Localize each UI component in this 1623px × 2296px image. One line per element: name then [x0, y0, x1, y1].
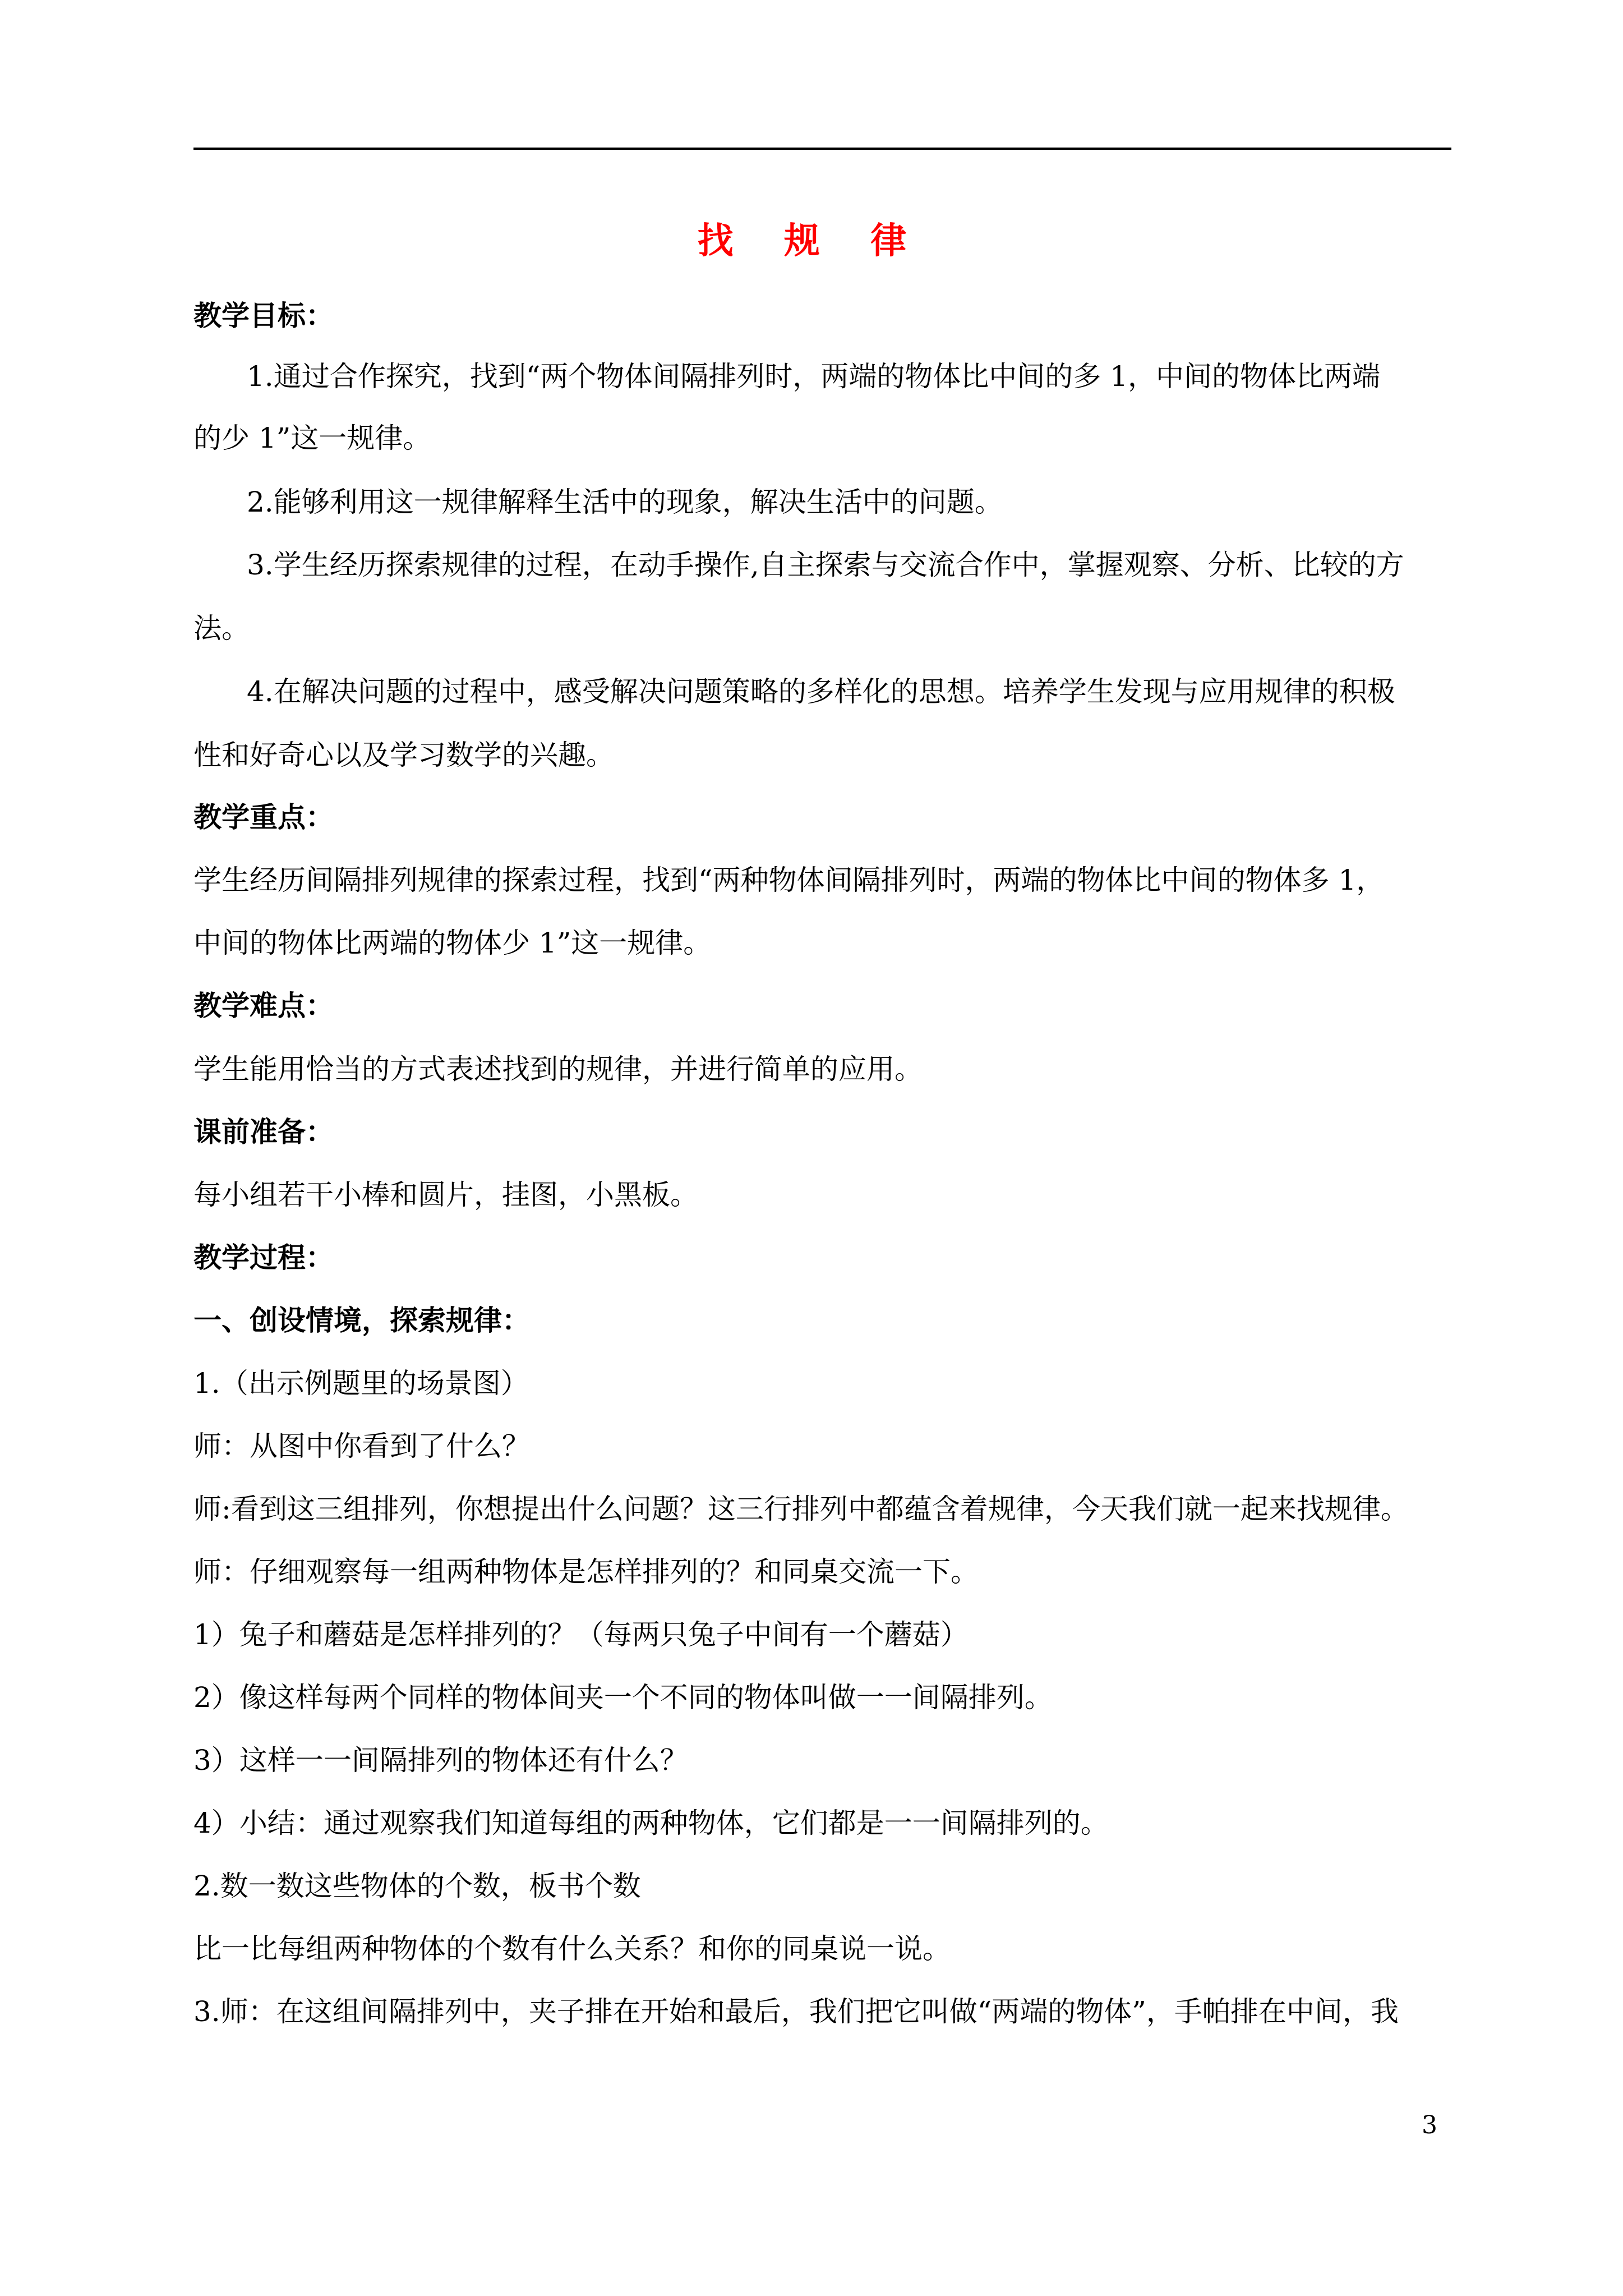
objective-4-line-1: 4.在解决问题的过程中，感受解决问题策略的多样化的思想。培养学生发现与应用规律的积极 — [247, 675, 1395, 708]
key-points-heading: 教学重点： — [193, 800, 334, 834]
process-line: 师：从图中你看到了什么？ — [193, 1430, 530, 1462]
objective-1-line-1: 1.通过合作探究，找到“两个物体间隔排列时，两端的物体比中间的多 1，中间的物体比两端 — [247, 360, 1380, 393]
objective-3-line-2: 法。 — [193, 612, 250, 645]
section-1-heading: 一、创设情境，探索规律： — [193, 1304, 530, 1337]
key-points-line-2: 中间的物体比两端的物体少 1”这一规律。 — [193, 927, 712, 959]
process-line: 3）这样一一间隔排列的物体还有什么？ — [193, 1744, 688, 1777]
page-number: 3 — [1422, 2111, 1437, 2139]
objective-1-line-2: 的少 1”这一规律。 — [193, 422, 431, 454]
process-line: 1）兔子和蘑菇是怎样排列的？（每两只兔子中间有一个蘑菇） — [193, 1618, 969, 1651]
difficulties-line-1: 学生能用恰当的方式表述找到的规律，并进行简单的应用。 — [193, 1053, 923, 1085]
objectives-heading: 教学目标： — [193, 299, 334, 332]
process-line: 师：仔细观察每一组两种物体是怎样排列的？和同桌交流一下。 — [193, 1556, 979, 1588]
process-line: 师:看到这三组排列，你想提出什么问题？这三行排列中都蕴含着规律，今天我们就一起来找规律。 — [193, 1493, 1409, 1525]
objective-2: 2.能够利用这一规律解释生活中的现象，解决生活中的问题。 — [247, 486, 1003, 518]
preparation-line-1: 每小组若干小棒和圆片，挂图，小黑板。 — [193, 1179, 698, 1211]
page-title: 找 规 律 — [697, 220, 926, 262]
objective-4-line-2: 性和好奇心以及学习数学的兴趣。 — [193, 739, 614, 771]
process-line: 3.师：在这组间隔排列中，夹子排在开始和最后，我们把它叫做“两端的物体”，手帕排在中间，我 — [193, 1995, 1399, 2028]
process-line: 比一比每组两种物体的个数有什么关系？和你的同桌说一说。 — [193, 1932, 951, 1965]
objective-3-line-1: 3.学生经历探索规律的过程，在动手操作,自主探索与交流合作中，掌握观察、分析、比较的方 — [247, 549, 1404, 581]
process-line: 1.（出示例题里的场景图） — [193, 1367, 529, 1400]
process-line: 2）像这样每两个同样的物体间夹一个不同的物体叫做一一间隔排列。 — [193, 1681, 1053, 1714]
process-line: 4）小结：通过观察我们知道每组的两种物体，它们都是一一间隔排列的。 — [193, 1807, 1109, 1839]
process-heading: 教学过程： — [193, 1241, 334, 1274]
preparation-heading: 课前准备： — [193, 1115, 334, 1148]
header-rule — [193, 148, 1451, 150]
process-line: 2.数一数这些物体的个数，板书个数 — [193, 1870, 641, 1902]
key-points-line-1: 学生经历间隔排列规律的探索过程，找到“两种物体间隔排列时，两端的物体比中间的物体多 1， — [193, 864, 1385, 896]
difficulties-heading: 教学难点： — [193, 989, 334, 1022]
